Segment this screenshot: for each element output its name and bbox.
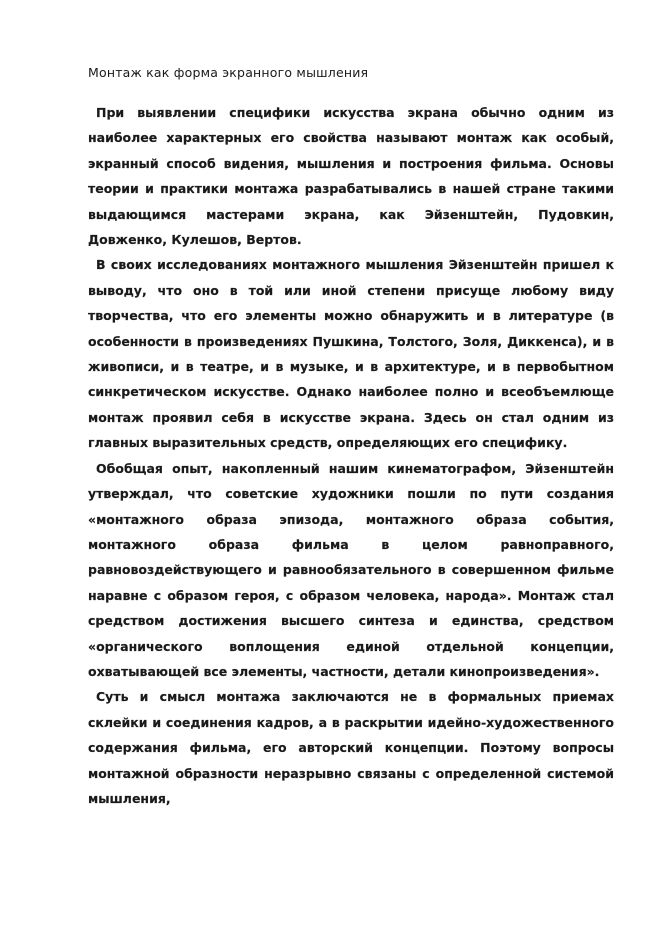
paragraph-4: Суть и смысл монтажа заключаются не в формальных приемах склейки и соединения кадров, а в раскрытии идейно-художественного содержания фильма, его авторский концепции. Поэтому вопросы монтажной образности неразрывно связаны с определенной системой мышления, — [88, 689, 614, 806]
paragraph-1: При выявлении специфики искусства экрана обычно одним из наиболее характерных его свойства называют монтаж как особый, экранный способ видения, мышления и построения фильма. Основы теории и практики монтажа разрабатывались в нашей стране такими выдающимся мастерами экрана, как Эйзенштейн, Пудовкин, Довженко, Кулешов, Вертов. — [88, 105, 614, 248]
paragraph-2: В своих исследованиях монтажного мышления Эйзенштейн пришел к выводу, что оно в той или иной степени присуще любому виду творчества, что его элементы можно обнаружить и в литературе (в особенности в произведениях Пушкина, Толстого, Золя, Диккенса), и в живописи, и в театре, и в музыке, и в архитектуре, и в первобытном синкретическом искусстве. Однако наиболее полно и всеобъемлюще монтаж проявил себя в искусстве экрана. Здесь он стал одним из главных выразительных средств, определяющих его специфику. — [88, 257, 614, 451]
document-page — [88, 62, 614, 811]
document-title: Монтаж как форма экранного мышления — [88, 65, 369, 80]
paragraph-3: Обобщая опыт, накопленный нашим кинематографом, Эйзенштейн утверждал, что советские художники пошли по пути создания «монтажного образа эпизода, монтажного образа события, монтажного образа фильма в целом равноправного, равновоздействующего и равнообязательного в совершенном фильме наравне с образом героя, с образом человека, народа». Монтаж стал средством достижения высшего синтеза и единства, средством «органического воплощения единой отдельной концепции, охватывающей все элементы, частности, детали кинопроизведения». — [88, 460, 614, 679]
